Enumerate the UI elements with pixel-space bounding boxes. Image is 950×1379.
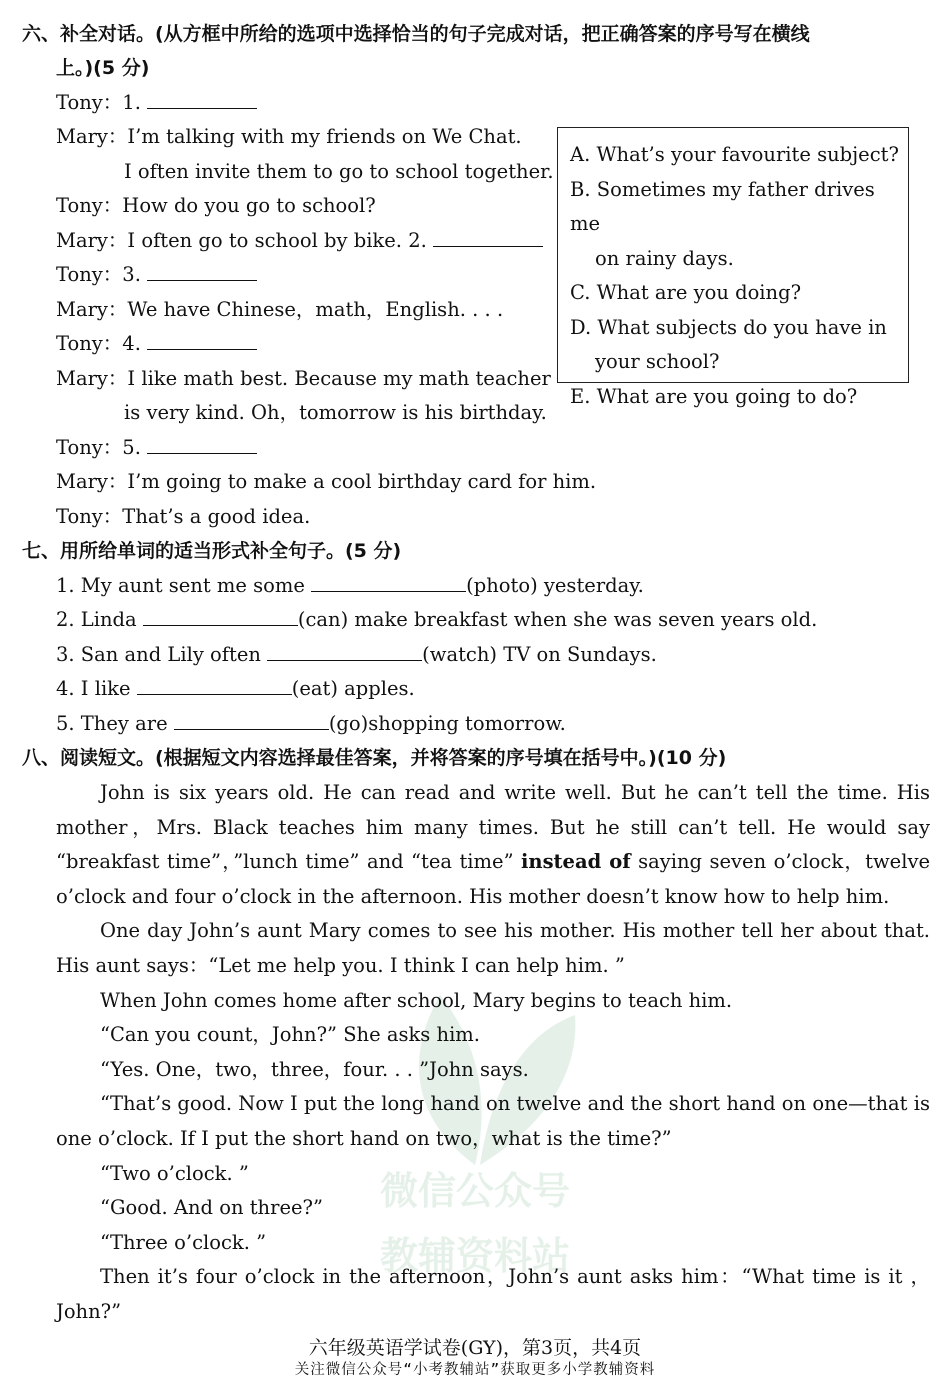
watermark-line1: 微信公众号 — [379, 1169, 570, 1213]
fill-item-text: 4. I like — [56, 677, 137, 700]
answer-blank[interactable] — [433, 224, 543, 247]
fill-item-hint: (watch) TV on Sundays. — [422, 643, 657, 666]
dialogue-line: Tony：That’s a good idea. — [56, 505, 311, 528]
dialogue-text: Tony：1. — [56, 91, 141, 114]
dialogue-line — [56, 327, 257, 361]
dialogue-line: Mary：I’m talking with my friends on We Chat. — [56, 125, 522, 148]
watermark-line2: 教辅资料站 — [379, 1234, 570, 1278]
answer-blank[interactable] — [174, 707, 329, 730]
passage-paragraph: Then it’s four o’clock in the afternoon，John’s aunt asks him：“What time is it ，John?” — [56, 1265, 930, 1323]
dialogue-line: I often invite them to go to school together. — [124, 160, 554, 183]
dialogue-line — [56, 431, 257, 465]
answer-blank[interactable] — [137, 672, 292, 695]
fill-item — [56, 569, 644, 603]
dialogue-line: Tony：How do you go to school? — [56, 194, 376, 217]
passage-paragraph: One day John’s aunt Mary comes to see his mother. His mother tell her about that. His aunt says：“Let me help you. I think I can help him. ” — [56, 919, 930, 977]
answer-blank[interactable] — [147, 431, 257, 454]
option-c: C. What are you doing? — [570, 281, 802, 304]
answer-blank[interactable] — [147, 258, 257, 281]
fill-item-text: 2. Linda — [56, 608, 143, 631]
option-b: B. Sometimes my father drives me — [570, 177, 875, 235]
passage-paragraph: “Good. And on three?” — [100, 1196, 323, 1220]
bold-phrase: instead of — [520, 850, 631, 874]
fill-item — [56, 707, 566, 741]
section6-heading-line1: 六、补全对话。(从方框中所给的选项中选择恰当的句子完成对话，把正确答案的序号写在横线 — [22, 23, 810, 45]
dialogue-line: Mary：I like math best. Because my math teacher — [56, 367, 551, 390]
section7-heading: 七、用所给单词的适当形式补全句子。(5 分) — [22, 540, 402, 562]
fill-item — [56, 638, 657, 672]
reading-passage — [56, 776, 930, 1330]
answer-blank[interactable] — [143, 603, 298, 626]
fill-item-hint: (go)shopping tomorrow. — [328, 712, 566, 735]
option-b-cont: on rainy days. — [595, 246, 734, 270]
fill-item-text: 3. San and Lily often — [56, 643, 268, 666]
fill-item — [56, 672, 415, 706]
section6-heading-line2: 上。)(5 分) — [56, 57, 150, 79]
fill-item-hint: (photo) yesterday. — [466, 574, 644, 597]
answer-blank[interactable] — [147, 327, 257, 350]
option-a: A. What’s your favourite subject? — [570, 143, 899, 166]
dialogue-text: Mary：I often go to school by bike. 2. — [56, 229, 427, 252]
dialogue-line: is very kind. Oh，tomorrow is his birthday. — [124, 401, 547, 424]
fill-item-hint: (eat) apples. — [291, 677, 415, 700]
dialogue-text: Tony：4. — [56, 332, 141, 355]
page-footer: 六年级英语学试卷(GY)，第3页，共4页 — [308, 1337, 642, 1359]
option-d-cont: your school? — [595, 350, 720, 373]
option-e: E. What are you going to do? — [570, 384, 858, 408]
dialogue-text: Tony：5. — [56, 436, 141, 459]
dialogue-line: Mary：I’m going to make a cool birthday card for him. — [56, 470, 597, 493]
passage-paragraph: When John comes home after school, Mary begins to teach him. — [100, 988, 733, 1012]
passage-paragraph: “Three o’clock. ” — [100, 1230, 267, 1254]
answer-blank[interactable] — [147, 86, 257, 109]
options-box — [557, 127, 909, 408]
passage-paragraph: “Can you count，John?” She asks him. — [100, 1023, 480, 1047]
fill-item-text: 5. They are — [56, 712, 174, 735]
promo-footer: 关注微信公众号“小考教辅站”获取更多小学教辅资料 — [294, 1362, 656, 1378]
section8-heading: 八、阅读短文。(根据短文内容选择最佳答案，并将答案的序号填在括号中。)(10 分) — [22, 747, 727, 769]
fill-item-text: 1. My aunt sent me some — [56, 574, 312, 597]
dialogue-line — [56, 224, 543, 258]
passage-paragraph: “Yes. One，two，three，four. . . ”John says. — [100, 1057, 529, 1081]
passage-paragraph: “Two o’clock. ” — [100, 1161, 249, 1185]
answer-blank[interactable] — [311, 569, 466, 592]
dialogue-line — [56, 86, 257, 120]
passage-paragraph: “That’s good. Now I put the long hand on twelve and the short hand on one—that is one o’clock. If I put the short hand on two，what is the time?” — [56, 1092, 930, 1150]
dialogue-text: Tony：3. — [56, 263, 141, 286]
passage-paragraph: John is six years old. He can read and write well. But he can’t tell the time. His mother，Mrs. Black teaches him many times. But he still can’t tell. He would say “breakfast time”，”lunch time” and “tea time” instead of saying seven o’clock，twelve o’clock and four o’clock in the afternoon. His mother doesn’t know how to help him. — [56, 781, 931, 908]
fill-item-hint: (can) make breakfast when she was seven years old. — [297, 608, 818, 631]
option-d: D. What subjects do you have in — [570, 315, 887, 339]
dialogue-line: Mary：We have Chinese，math，English. . . . — [56, 298, 504, 321]
answer-blank[interactable] — [267, 638, 422, 661]
dialogue-line — [56, 258, 257, 292]
fill-item — [56, 603, 817, 637]
